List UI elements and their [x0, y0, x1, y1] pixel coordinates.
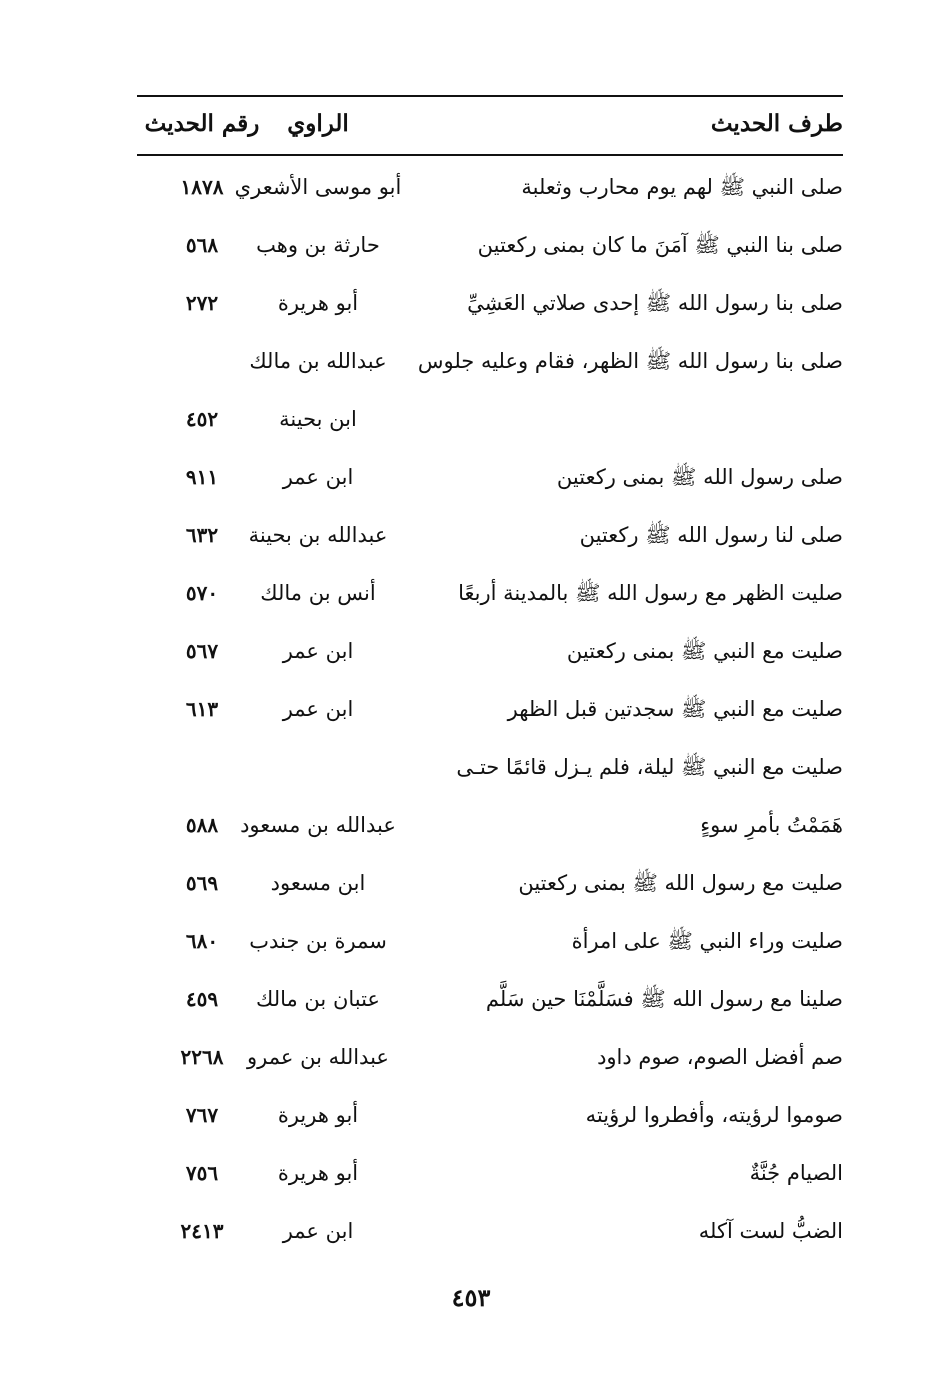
table-row [137, 1030, 843, 1088]
header-number-label: رقم الحديث [144, 110, 260, 137]
hadith-text: صليت وراء النبي ﷺ على امرأة [571, 929, 843, 953]
rawi-name: عبدالله بن بحينة [248, 523, 388, 547]
header-hadith-label: طرف الحديث [710, 110, 843, 137]
hadith-number: ٥٨٨ [185, 813, 219, 837]
hadith-number: ٦١٣ [185, 697, 219, 721]
hadith-text: صلى النبي ﷺ لهم يوم محارب وثعلبة [521, 175, 843, 199]
rawi-name: حارثة بن وهب [256, 233, 380, 257]
hadith-text: هَمَمْتُ بأمرِ سوءٍ [700, 813, 843, 837]
hadith-number: ٥٦٧ [185, 639, 219, 663]
rawi-name: عتبان بن مالك [256, 987, 380, 1011]
table-row [137, 1204, 843, 1262]
rawi-name: أبو هريرة [277, 291, 359, 315]
hadith-text: صليت مع النبي ﷺ سجدتين قبل الظهر [507, 697, 843, 721]
hadith-number: ٦٣٢ [185, 523, 219, 547]
table-row [137, 972, 843, 1030]
table-row [137, 450, 843, 508]
rawi-name: سمرة بن جندب [249, 929, 387, 953]
hadith-text: صم أفضل الصوم، صوم داود [597, 1045, 843, 1069]
table-row [137, 276, 843, 334]
table-row [137, 740, 843, 798]
rawi-name: أبو هريرة [277, 1103, 359, 1127]
table-row [137, 856, 843, 914]
table-row [137, 392, 843, 450]
hadith-text: صلى بنا رسول الله ﷺ الظهر، فقام وعليه جلوس [417, 349, 843, 373]
rawi-name: ابن عمر [282, 1219, 354, 1243]
top-rule [137, 95, 843, 97]
hadith-number: ٥٦٨ [185, 233, 219, 257]
table-row [137, 508, 843, 566]
hadith-number: ٢٢٦٨ [180, 1045, 224, 1069]
rawi-name: عبدالله بن مسعود [240, 813, 396, 837]
hadith-number: ٩١١ [185, 465, 219, 489]
hadith-text: صليت مع رسول الله ﷺ بمنى ركعتين [518, 871, 843, 895]
hadith-number: ١٨٧٨ [180, 175, 224, 199]
header-rule [137, 154, 843, 156]
rawi-name: ابن عمر [282, 465, 354, 489]
table-row [137, 914, 843, 972]
table-row [137, 1088, 843, 1146]
table-row [137, 334, 843, 392]
rawi-name: ابن بحينة [279, 407, 357, 431]
hadith-number: ٧٦٧ [185, 1103, 219, 1127]
rawi-name: عبدالله بن مالك [249, 349, 387, 373]
rawi-name: أنس بن مالك [260, 581, 376, 605]
hadith-number: ٧٥٦ [185, 1161, 219, 1185]
page-number: ٤٥٣ [451, 1283, 491, 1312]
header-rawi-label: الراوي [287, 110, 349, 137]
hadith-number: ٢٧٢ [185, 291, 219, 315]
hadith-text: صلى بنا النبي ﷺ آمَنَ ما كان بمنى ركعتين [477, 233, 843, 257]
rawi-name: أبو موسى الأشعري [234, 175, 402, 199]
rawi-name: عبدالله بن عمرو [247, 1045, 389, 1069]
hadith-text: صليت مع النبي ﷺ ليلة، فلم يـزل قائمًا حتـى [456, 755, 843, 779]
table-row [137, 160, 843, 218]
hadith-text: صلينا مع رسول الله ﷺ فسَلَّمْنَا حين سَلَّم [485, 987, 843, 1011]
hadith-text: الصيام جُنَّةٌ [749, 1161, 843, 1185]
table-row [137, 798, 843, 856]
table-row [137, 566, 843, 624]
hadith-number: ٢٤١٣ [180, 1219, 224, 1243]
hadith-text: الضبُّ لست آكله [698, 1219, 843, 1243]
rawi-name: ابن عمر [282, 697, 354, 721]
table-row [137, 218, 843, 276]
hadith-number: ٥٧٠ [185, 581, 219, 605]
table-row [137, 624, 843, 682]
hadith-number: ٤٥٩ [185, 987, 219, 1011]
hadith-number: ٦٨٠ [185, 929, 219, 953]
table-header [137, 110, 843, 150]
hadith-text: صوموا لرؤيته، وأفطروا لرؤيته [585, 1103, 843, 1127]
table-row [137, 1146, 843, 1204]
hadith-text: صليت مع النبي ﷺ بمنى ركعتين [566, 639, 843, 663]
hadith-text: صلى بنا رسول الله ﷺ إحدى صلاتي العَشِيِّ [467, 291, 843, 315]
rawi-name: أبو هريرة [277, 1161, 359, 1185]
hadith-number: ٥٦٩ [185, 871, 219, 895]
hadith-number: ٤٥٢ [185, 407, 219, 431]
hadith-text: صليت الظهر مع رسول الله ﷺ بالمدينة أربعًا [458, 581, 843, 605]
rawi-name: ابن عمر [282, 639, 354, 663]
rawi-name: ابن مسعود [270, 871, 366, 895]
hadith-text: صلى لنا رسول الله ﷺ ركعتين [579, 523, 843, 547]
hadith-text: صلى رسول الله ﷺ بمنى ركعتين [556, 465, 843, 489]
table-row [137, 682, 843, 740]
table-body [137, 160, 843, 1262]
